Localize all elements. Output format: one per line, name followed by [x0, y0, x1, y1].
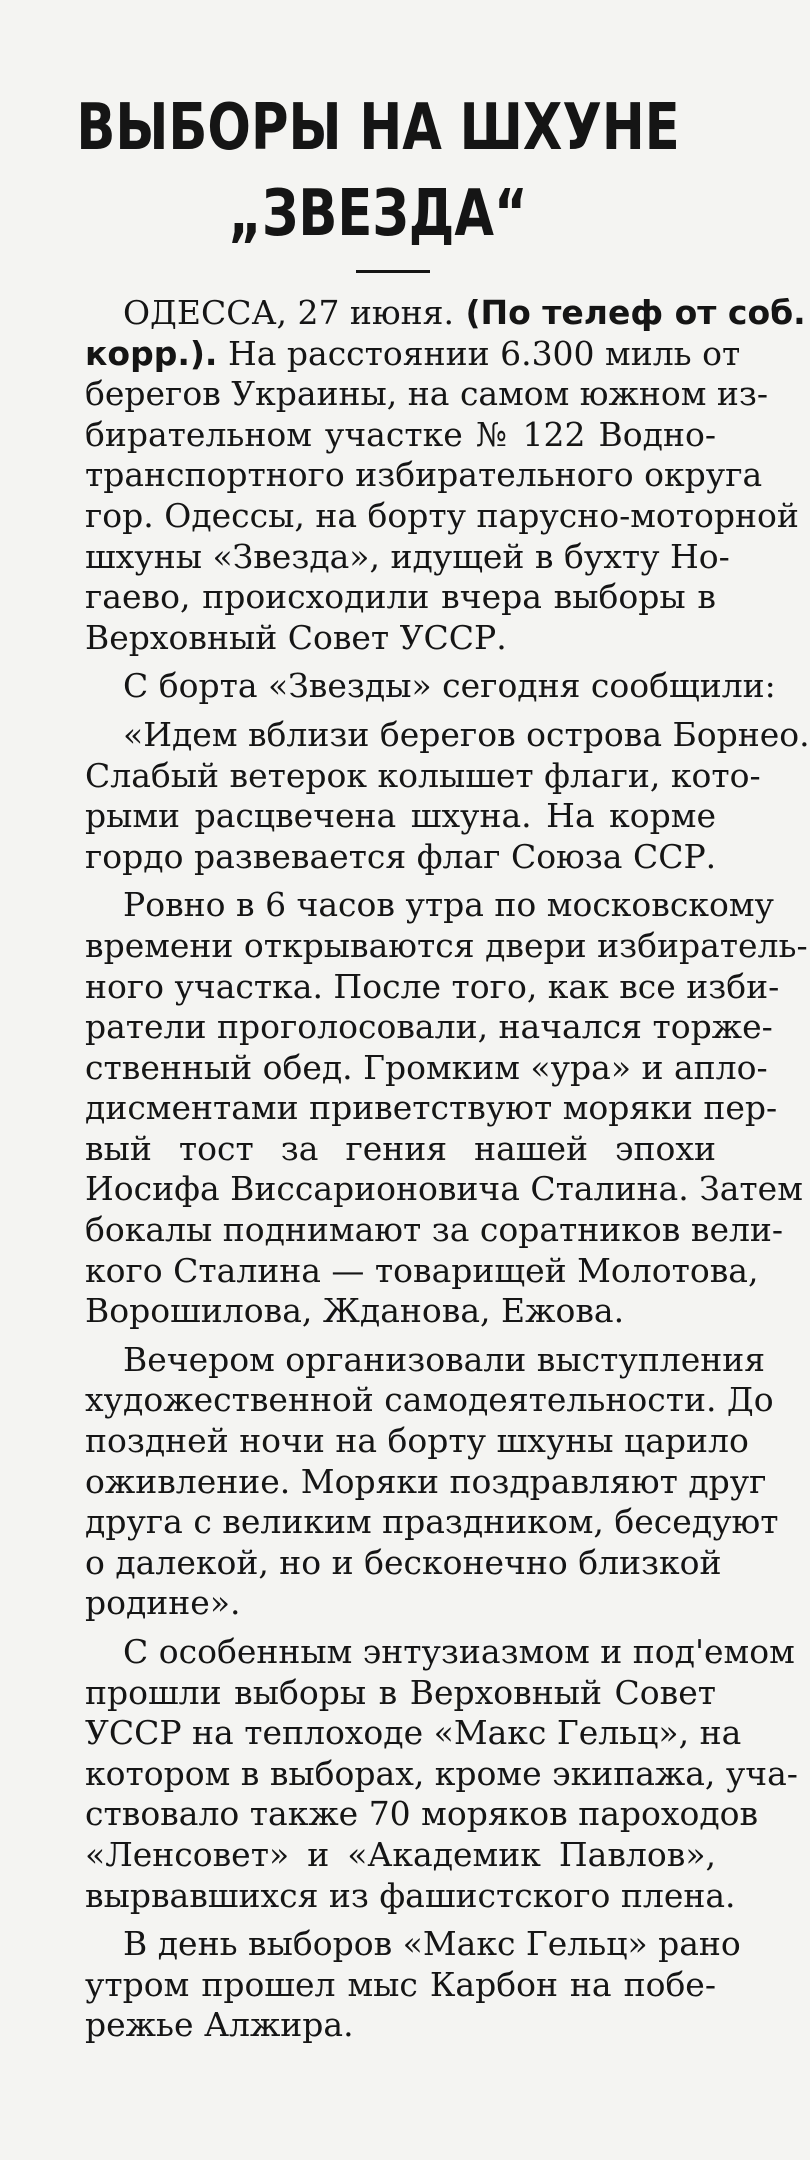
text-line: «Ленсовет» и «Академик Павлов», — [85, 1834, 716, 1874]
paragraph — [85, 1339, 779, 1624]
text-line: «Идем вблизи берегов острова Борнео. — [123, 714, 810, 754]
text-line: С особенным энтузиазмом и под'емом — [123, 1632, 795, 1671]
text-line: шхуны «Звезда», идущей в бухту Но- — [85, 536, 730, 576]
text-line: корр.). На расстоянии 6.300 миль от — [85, 333, 741, 373]
headline-line-2: „ЗВЕЗДА“ — [228, 177, 528, 251]
text-line: вырвавшихся из фашистского плена. — [85, 1875, 736, 1915]
text-line: бокалы поднимают за соратников вели- — [85, 1210, 784, 1250]
text-line: котором в выборах, кроме экипажа, уча- — [85, 1753, 798, 1793]
text-line: художественной самодеятельности. До — [85, 1380, 774, 1420]
text-line: вый тост за гения нашей эпохи — [85, 1128, 716, 1168]
text-line: Ровно в 6 часов утра по московскому — [123, 885, 774, 925]
text-line: Иосифа Виссарионовича Сталина. Затем — [85, 1169, 803, 1209]
text-line: оживление. Моряки поздравляют друг — [85, 1461, 767, 1501]
text-line: гор. Одессы, на борту парусно-моторной — [85, 495, 799, 535]
paragraph — [85, 1924, 741, 2046]
text-line: С борта «Звезды» сегодня сообщили: — [123, 666, 776, 706]
text-line: ственный обед. Громким «ура» и апло- — [85, 1047, 768, 1087]
text-line: ствовало также 70 моряков пароходов — [85, 1794, 759, 1834]
paragraph — [85, 714, 810, 877]
text-line: кого Сталина — товарищей Молотова, — [85, 1250, 759, 1290]
paragraph — [85, 1632, 798, 1916]
text-line: берегов Украины, на самом южном из- — [85, 374, 769, 414]
text-line: дисментами приветствуют моряки пер- — [85, 1088, 778, 1128]
text-line: времени открываются двери избиратель- — [85, 925, 808, 965]
text-line: прошли выборы в Верховный Совет — [85, 1672, 716, 1712]
text-line: режье Алжира. — [85, 2005, 354, 2045]
text-line: ОДЕССА, 27 июня. (По телеф от соб. — [123, 293, 806, 332]
text-line: транспортного избирательного округа — [85, 455, 763, 495]
text-line: гордо развевается флаг Союза ССР. — [85, 836, 717, 876]
paragraph — [85, 666, 776, 707]
paragraph — [85, 293, 806, 658]
text-line: утром прошел мыс Карбон на побе- — [85, 1964, 716, 2004]
text-line: Вечером организовали выступления — [123, 1339, 766, 1379]
title-divider — [356, 270, 430, 273]
text-line: Слабый ветерок колышет флаги, кото- — [85, 755, 761, 795]
text-line: УССР на теплоходе «Макс Гельц», на — [85, 1713, 742, 1753]
text-line: Верховный Совет УССР. — [85, 617, 507, 657]
text-line: гаево, происходили вчера выборы в — [85, 577, 716, 617]
paragraph — [85, 885, 808, 1332]
text-line: поздней ночи на борту шхуны царило — [85, 1421, 749, 1461]
text-line: Ворошилова, Жданова, Ежова. — [85, 1291, 625, 1331]
text-line: В день выборов «Макс Гельц» рано — [123, 1924, 741, 1964]
text-line: бирательном участке № 122 Водно- — [85, 414, 716, 454]
text-line: рыми расцвечена шхуна. На корме — [85, 796, 716, 836]
text-line: родине». — [85, 1583, 241, 1623]
text-line: ного участка. После того, как все изби- — [85, 966, 780, 1006]
headline-line-1: ВЫБОРЫ НА ШХУНЕ — [76, 91, 680, 165]
text-line: друга с великим праздником, беседуют — [85, 1502, 779, 1542]
text-line: ратели проголосовали, начался торже- — [85, 1007, 773, 1047]
text-line: о далекой, но и бесконечно близкой — [85, 1542, 722, 1582]
article-body — [85, 293, 810, 2054]
